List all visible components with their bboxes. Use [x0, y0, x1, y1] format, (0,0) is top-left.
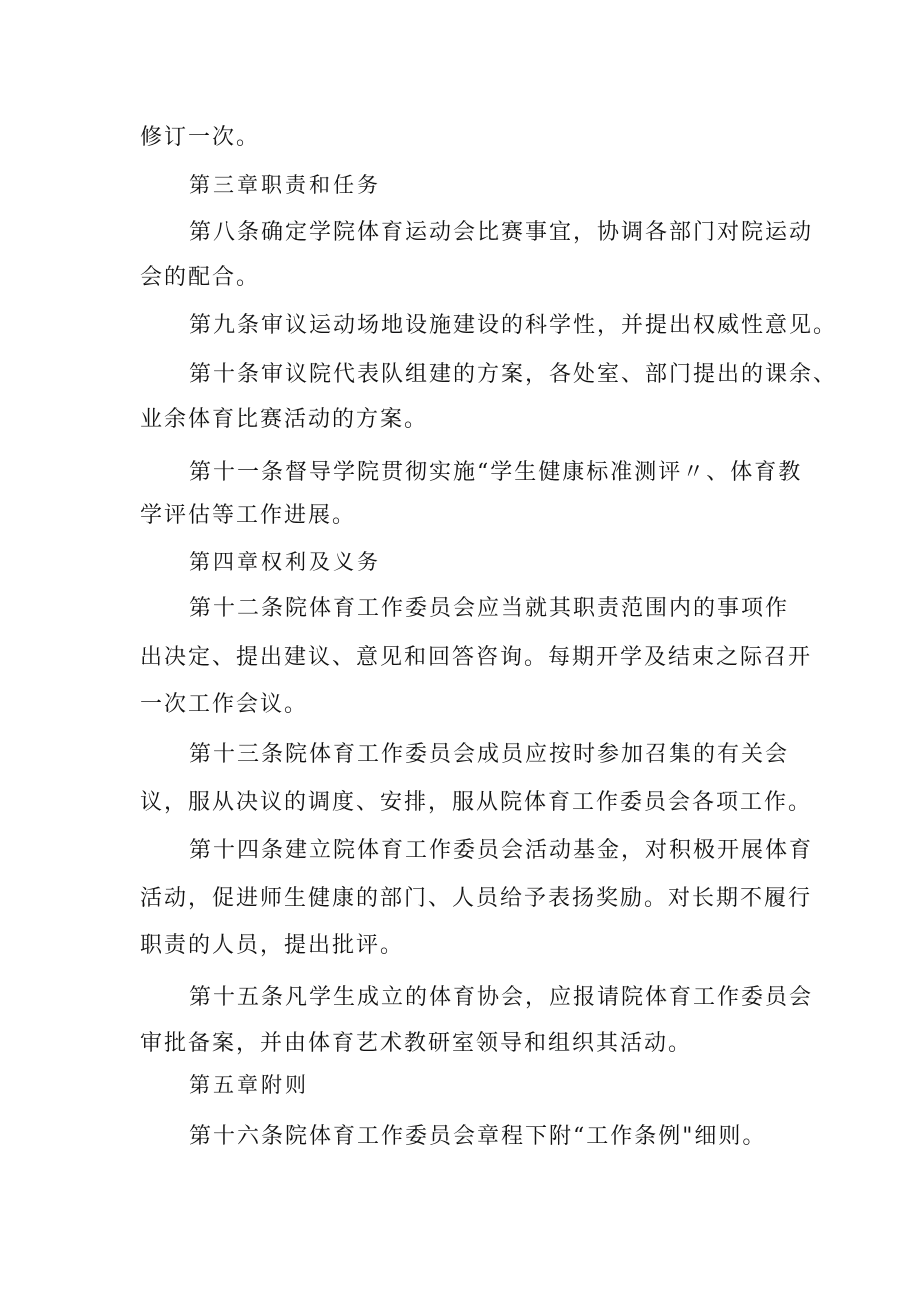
text-line: 活动，促进师生健康的部门、人员给予表扬奖励。对长期不履行 — [140, 886, 813, 911]
chapter-heading: 第三章职责和任务 — [189, 173, 381, 197]
text-line: 第十一条督导学院贯彻实施“学生健康标准测评〃、体育教 — [189, 460, 803, 485]
text-line: 第十六条院体育工作委员会章程下附“工作条例"细则。 — [189, 1124, 767, 1149]
text-line: 会的配合。 — [140, 265, 261, 290]
text-line: 修订一次。 — [140, 125, 261, 150]
text-line: 业余体育比赛活动的方案。 — [140, 407, 429, 432]
text-line: 第十三条院体育工作委员会成员应按时参加召集的有关会 — [189, 742, 790, 767]
chapter-heading: 第四章权利及义务 — [189, 550, 381, 574]
text-line: 出决定、提出建议、意见和回答咨询。每期开学及结束之际召开 — [140, 645, 813, 670]
text-line: 第十条审议院代表队组建的方案，各处室、部门提出的课余、 — [189, 362, 838, 387]
text-line: 第九条审议运动场地设施建设的科学性，并提出权威性意见。 — [189, 313, 838, 338]
text-line: 第十二条院体育工作委员会应当就其职责范围内的事项作 — [189, 596, 790, 621]
text-line: 第八条确定学院体育运动会比赛事宜，协调各部门对院运动 — [189, 220, 814, 245]
text-line: 议，服从决议的调度、安排，服从院体育工作委员会各项工作。 — [140, 790, 813, 815]
chapter-heading: 第五章附则 — [189, 1073, 309, 1097]
text-line: 一次工作会议。 — [140, 692, 309, 717]
text-line: 审批备案，并由体育艺术教研室领导和组织其活动。 — [140, 1031, 693, 1056]
text-line: 第十五条凡学生成立的体育协会，应报请院体育工作委员会 — [189, 985, 814, 1010]
text-line: 职责的人员，提出批评。 — [140, 933, 405, 958]
text-line: 第十四条建立院体育工作委员会活动基金，对积极开展体育 — [189, 838, 814, 863]
text-line: 学评估等工作进展。 — [140, 503, 357, 528]
